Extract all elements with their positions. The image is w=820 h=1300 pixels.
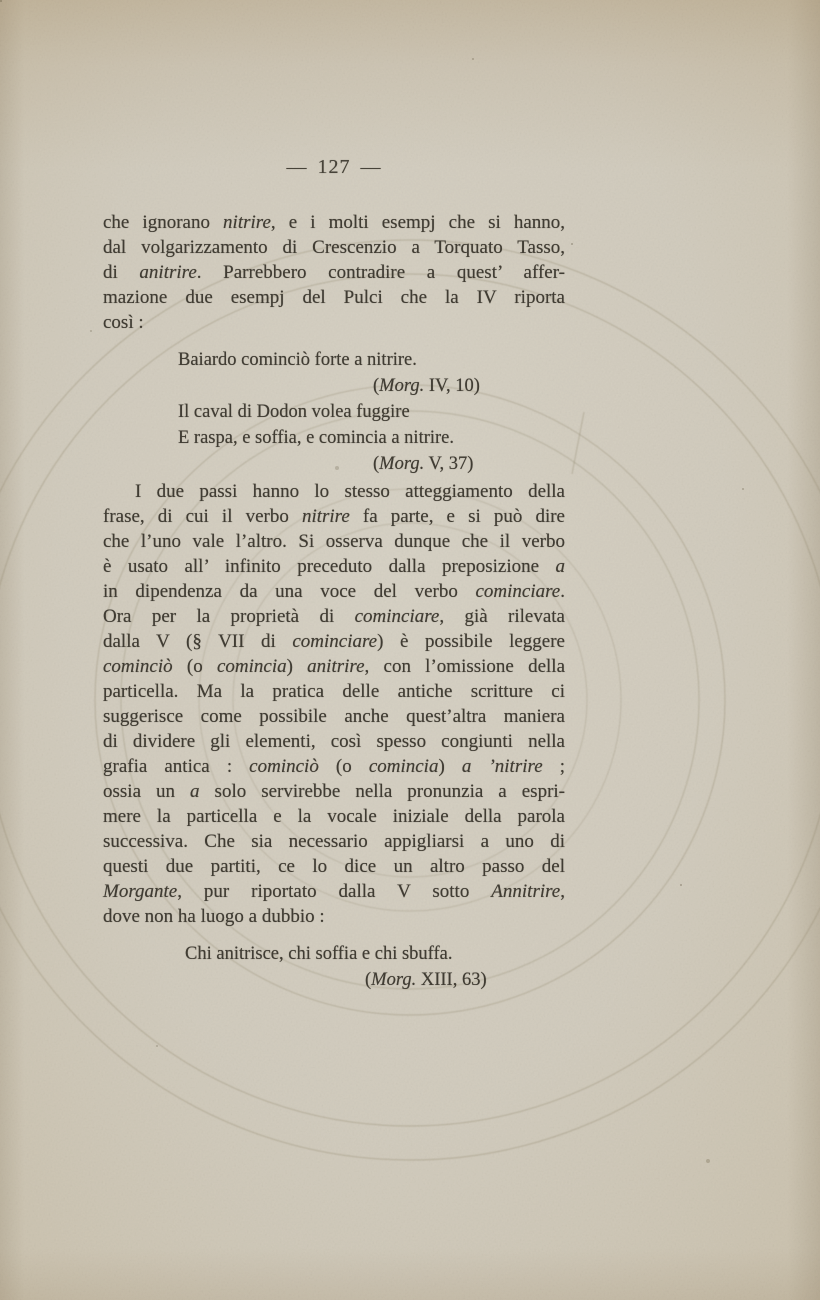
italic-text: anitrire [307, 656, 365, 677]
text-run: successiva. Che sia necessario appigliarsi a uno di [103, 831, 565, 852]
text-run: Baiardo cominciò forte a nitrire. [178, 350, 417, 370]
text-line [103, 754, 565, 779]
text-run: fa parte, e si può dire [349, 506, 565, 527]
text-line [103, 854, 565, 879]
stamp-band-end [572, 412, 584, 474]
text-line [103, 579, 565, 604]
italic-text: Annitrire [491, 881, 561, 902]
text-run: particella. Ma la pratica delle antiche scritture ci [103, 681, 565, 702]
text-run: ) [438, 756, 462, 777]
text-run: , già rilevata [439, 606, 565, 627]
text-run: I due passi hanno lo stesso atteggiamento della [135, 481, 565, 502]
text-line [178, 425, 565, 451]
text-run: E raspa, e soffia, e comincia a nitrire. [178, 428, 455, 448]
text-run: IV, 10) [424, 376, 480, 396]
text-run: mazione due esempj del Pulci che la IV riporta [103, 287, 565, 308]
text-line [103, 210, 565, 235]
italic-text: anitrire [139, 262, 197, 283]
italic-text: cominciare [292, 631, 378, 652]
text-run: ( [373, 376, 380, 396]
text-line [365, 967, 565, 993]
text-run: che l’uno vale l’altro. Si osserva dunque che il verbo [103, 531, 565, 552]
text-run: . [560, 581, 565, 602]
text-line [185, 941, 565, 967]
text-run: così : [103, 312, 144, 333]
text-line [103, 285, 565, 310]
page-number: — 127 — [286, 156, 382, 178]
text-line [103, 479, 565, 504]
italic-text: Morg. [371, 970, 417, 990]
text-run: , [560, 881, 565, 902]
italic-text: nitrire [301, 506, 350, 527]
italic-text: comincia [368, 756, 439, 777]
text-run: , pur riportato dalla V sotto [177, 881, 492, 902]
text-run: . Parrebbero contradire a quest’ affer- [196, 262, 565, 283]
italic-text: nitrire [223, 212, 271, 233]
verse-block [103, 941, 565, 993]
text-line [103, 554, 565, 579]
text-line [103, 604, 565, 629]
text-line [103, 654, 565, 679]
text-run: mere la particella e la vocale iniziale della parola [103, 806, 565, 827]
text-line [103, 529, 565, 554]
text-run: , e i molti esempj che si hanno, [270, 212, 565, 233]
text-line [103, 235, 565, 260]
text-run: Chi anitrisce, chi soffia e chi sbuffa. [185, 944, 453, 964]
paragraph-block [103, 479, 565, 929]
text-run: è usato all’ infinito preceduto dalla preposizione [103, 556, 556, 577]
text-line [178, 399, 565, 425]
text-run: ( [365, 970, 372, 990]
text-run: ossia un [103, 781, 191, 802]
text-run: dove non ha luogo a dubbio : [103, 906, 325, 927]
text-line [103, 629, 565, 654]
italic-text: cominciò [249, 756, 319, 777]
text-line [103, 804, 565, 829]
italic-text: a [190, 781, 200, 802]
text-run: in dipendenza da una voce del verbo [103, 581, 476, 602]
text-run: (o [172, 656, 217, 677]
text-run: questi due partiti, ce lo dice un altro passo del [103, 856, 565, 877]
text-line [103, 260, 565, 285]
text-run: di dividere gli elementi, così spesso congiunti nella [103, 731, 565, 752]
text-line [103, 704, 565, 729]
text-run: Ora per la proprietà di [103, 606, 355, 627]
text-run: Il caval di Dodon volea fuggire [178, 402, 410, 422]
text-run: V, 37) [424, 454, 474, 474]
verse-block [103, 347, 565, 477]
italic-text: comincia [216, 656, 287, 677]
paragraph-block [103, 210, 565, 335]
text-run: (o [318, 756, 369, 777]
text-run: grafia antica : [103, 756, 250, 777]
italic-text: cominciare [475, 581, 561, 602]
text-run: frase, di cui il verbo [103, 506, 302, 527]
italic-text: a [555, 556, 565, 577]
italic-text: cominciare [354, 606, 440, 627]
italic-text: a ’nitrire [461, 756, 543, 777]
text-line [103, 779, 565, 804]
text-run: ) [286, 656, 308, 677]
text-line [103, 904, 565, 929]
text-line [373, 451, 565, 477]
text-line [103, 504, 565, 529]
italic-text: Morg. [379, 376, 425, 396]
text-run: che ignorano [103, 212, 224, 233]
text-run: solo servirebbe nella pronunzia a espri- [199, 781, 566, 802]
paper-specks [0, 0, 2, 2]
italic-text: cominciò [103, 656, 173, 677]
text-run: XIII, 63) [416, 970, 487, 990]
text-run: dal volgarizzamento di Crescenzio a Torquato Tasso, [103, 237, 565, 258]
text-line [103, 310, 565, 335]
text-run: , con l’omissione della [364, 656, 565, 677]
text-line [103, 679, 565, 704]
text-run: ; [542, 756, 565, 777]
text-line [178, 347, 565, 373]
text-run: dalla V (§ VII di [103, 631, 293, 652]
text-run: suggerisce come possibile anche quest’altra maniera [103, 706, 565, 727]
page-content [103, 210, 565, 993]
text-line [103, 829, 565, 854]
text-line [103, 729, 565, 754]
text-line [373, 373, 565, 399]
text-run: ) è possibile leggere [377, 631, 565, 652]
italic-text: Morgante [103, 881, 178, 902]
text-run: di [103, 262, 140, 283]
text-run: ( [373, 454, 380, 474]
italic-text: Morg. [379, 454, 425, 474]
text-line [103, 879, 565, 904]
